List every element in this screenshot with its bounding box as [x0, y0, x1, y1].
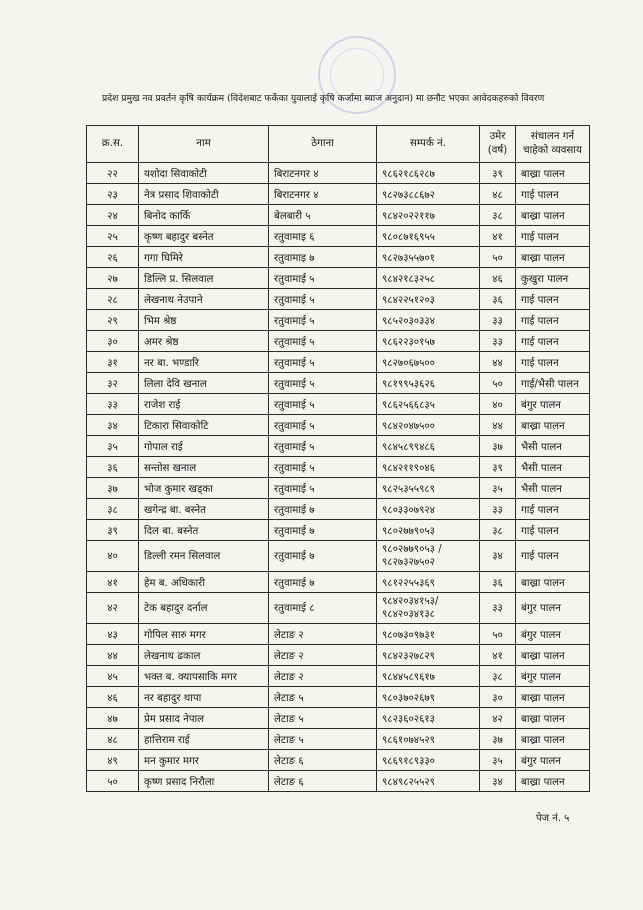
cell-serial-number: २४ — [87, 205, 139, 226]
cell-age: ३९ — [480, 457, 516, 478]
table-row — [87, 331, 590, 352]
cell-business: गाई पालन — [516, 184, 590, 205]
cell-business: बंगुर पालन — [516, 666, 590, 687]
cell-age: ३३ — [480, 331, 516, 352]
cell-age: ४० — [480, 394, 516, 415]
cell-contact: ९८२७०६७५०० — [377, 352, 480, 373]
cell-business: बंगुर पालन — [516, 394, 590, 415]
cell-address: रतुवामाई ५ — [269, 436, 377, 457]
cell-address: रतुवामाई ५ — [269, 478, 377, 499]
cell-name: डिल्ली रमन सिलवाल — [139, 541, 269, 572]
cell-name: अमर श्रेष्ठ — [139, 331, 269, 352]
cell-serial-number: ४८ — [87, 729, 139, 750]
cell-name: प्रेम प्रसाद नेपाल — [139, 708, 269, 729]
cell-name: भोज कुमार खड्का — [139, 478, 269, 499]
cell-address: रतुवामाई ८ — [269, 593, 377, 624]
cell-name: गोपिल सारु मगर — [139, 624, 269, 645]
cell-address: लेटाङ ५ — [269, 708, 377, 729]
cell-serial-number: ३४ — [87, 415, 139, 436]
table-row — [87, 415, 590, 436]
table-header-row — [87, 126, 590, 163]
header-name: नाम — [139, 126, 269, 163]
cell-age: ३८ — [480, 520, 516, 541]
cell-age: ३५ — [480, 750, 516, 771]
cell-business: भैसी पालन — [516, 436, 590, 457]
table-row — [87, 394, 590, 415]
cell-contact: ९८२७३५५७०१ — [377, 247, 480, 268]
cell-contact: ९८२७३८८६७२ — [377, 184, 480, 205]
cell-name: बिनोद कार्कि — [139, 205, 269, 226]
cell-address: रतुवामाई ५ — [269, 331, 377, 352]
cell-business: बाख्रा पालन — [516, 729, 590, 750]
cell-serial-number: २२ — [87, 163, 139, 184]
cell-address: रतुवामाई ५ — [269, 289, 377, 310]
cell-serial-number: ४५ — [87, 666, 139, 687]
cell-name: कृष्ण बहादुर बस्नेत — [139, 226, 269, 247]
cell-name: लिला देवि खनाल — [139, 373, 269, 394]
cell-age: ३४ — [480, 771, 516, 792]
cell-contact: ९८६२५६६८३५ — [377, 394, 480, 415]
cell-name: गोपाल राई — [139, 436, 269, 457]
cell-address: रतुवामाई ७ — [269, 520, 377, 541]
cell-contact: ९८४५८९९४८६ — [377, 436, 480, 457]
cell-age: ५० — [480, 247, 516, 268]
cell-contact: ९८०२७७९०५३ — [377, 520, 480, 541]
cell-contact: ९८०३७०२६७९ — [377, 687, 480, 708]
table-body — [87, 163, 590, 792]
cell-serial-number: ३७ — [87, 478, 139, 499]
cell-age: ३३ — [480, 310, 516, 331]
cell-address: रतुवामाई ५ — [269, 457, 377, 478]
cell-serial-number: ४४ — [87, 645, 139, 666]
cell-contact: ९८६१०७४५२९ — [377, 729, 480, 750]
cell-name: हेम ब. अधिकारी — [139, 572, 269, 593]
cell-business: बंगुर पालन — [516, 593, 590, 624]
cell-contact: ९८४२०४७५०० — [377, 415, 480, 436]
cell-business: गाई पालन — [516, 331, 590, 352]
cell-age: ५० — [480, 373, 516, 394]
cell-business: बाख्रा पालन — [516, 163, 590, 184]
cell-serial-number: ५० — [87, 771, 139, 792]
table-row — [87, 520, 590, 541]
cell-age: ३८ — [480, 205, 516, 226]
cell-serial-number: ४७ — [87, 708, 139, 729]
cell-name: यशोदा सिवाकोटी — [139, 163, 269, 184]
cell-address: लेटाङ ६ — [269, 750, 377, 771]
cell-address: रतुवामाई ५ — [269, 415, 377, 436]
cell-contact: ९८०२७७९०५३ /९८२७३२७५०२ — [377, 541, 480, 572]
cell-name: टेक बहादुर दर्नाल — [139, 593, 269, 624]
cell-name: हात्तिराम राई — [139, 729, 269, 750]
cell-address: बिराटनगर ४ — [269, 163, 377, 184]
table-row — [87, 729, 590, 750]
cell-business: बाख्रा पालन — [516, 771, 590, 792]
cell-serial-number: ३६ — [87, 457, 139, 478]
cell-serial-number: २८ — [87, 289, 139, 310]
cell-contact: ९८४२११९०४६ — [377, 457, 480, 478]
cell-age: ४८ — [480, 184, 516, 205]
cell-business: गाई पालन — [516, 541, 590, 572]
cell-age: ३६ — [480, 289, 516, 310]
cell-name: भक्त ब. क्यापसाकि मगर — [139, 666, 269, 687]
cell-age: ३८ — [480, 666, 516, 687]
table-row — [87, 184, 590, 205]
cell-name: नर बा. भण्डारि — [139, 352, 269, 373]
cell-contact: ९८१२२५५३६९ — [377, 572, 480, 593]
table-row — [87, 645, 590, 666]
cell-name: नर बहादुर थापा — [139, 687, 269, 708]
cell-address: रतुवामाई ७ — [269, 499, 377, 520]
cell-serial-number: ४१ — [87, 572, 139, 593]
cell-name: लेखनाथ नेउपाने — [139, 289, 269, 310]
cell-contact: ९८४९८२५५२९ — [377, 771, 480, 792]
cell-name: राजेश राई — [139, 394, 269, 415]
cell-business: बाख्रा पालन — [516, 645, 590, 666]
table-row — [87, 478, 590, 499]
header-business: संचालन गर्न चाहेको व्यवसाय — [516, 126, 590, 163]
cell-address: रतुवामाइ ६ — [269, 226, 377, 247]
cell-business: बंगुर पालन — [516, 624, 590, 645]
cell-age: ३३ — [480, 499, 516, 520]
cell-serial-number: २३ — [87, 184, 139, 205]
cell-address: बेलबारी ५ — [269, 205, 377, 226]
cell-name: लेखनाथ ढकाल — [139, 645, 269, 666]
cell-address: रतुवामाई ५ — [269, 268, 377, 289]
cell-address: रतुवामाई ५ — [269, 352, 377, 373]
cell-contact: ९८६२२३०१५७ — [377, 331, 480, 352]
cell-age: ३६ — [480, 572, 516, 593]
cell-business: भैसी पालन — [516, 478, 590, 499]
cell-name: कृष्ण प्रसाद निरौला — [139, 771, 269, 792]
table-row — [87, 593, 590, 624]
cell-contact: ९८२५३५५९८९ — [377, 478, 480, 499]
cell-address: रतुवामाई ५ — [269, 394, 377, 415]
cell-contact: ९८४२०३४१५३/ ९८४२०३४१३८ — [377, 593, 480, 624]
cell-business: बंगुर पालन — [516, 750, 590, 771]
cell-age: ४१ — [480, 226, 516, 247]
cell-serial-number: ४२ — [87, 593, 139, 624]
cell-address: बिराटनगर ४ — [269, 184, 377, 205]
table-row — [87, 457, 590, 478]
cell-serial-number: २६ — [87, 247, 139, 268]
cell-serial-number: ४३ — [87, 624, 139, 645]
cell-business: बाख्रा पालन — [516, 247, 590, 268]
cell-serial-number: ३२ — [87, 373, 139, 394]
cell-serial-number: ३९ — [87, 520, 139, 541]
cell-age: ४१ — [480, 645, 516, 666]
header-age: उमेर (वर्ष) — [480, 126, 516, 163]
cell-contact: ९८४२१८३२५८ — [377, 268, 480, 289]
table-row — [87, 499, 590, 520]
cell-business: बाख्रा पालन — [516, 205, 590, 226]
cell-business: गाई पालन — [516, 520, 590, 541]
cell-age: ३४ — [480, 541, 516, 572]
cell-age: ४६ — [480, 268, 516, 289]
cell-age: ३० — [480, 687, 516, 708]
table-row — [87, 666, 590, 687]
table-row — [87, 226, 590, 247]
table-row — [87, 541, 590, 572]
cell-name: भिम श्रेष्ठ — [139, 310, 269, 331]
cell-address: लेटाङ ५ — [269, 687, 377, 708]
cell-serial-number: ४० — [87, 541, 139, 572]
cell-name: गगा घिमिरे — [139, 247, 269, 268]
table-row — [87, 163, 590, 184]
cell-name: दिल बा. बस्नेत — [139, 520, 269, 541]
cell-address: रतुवामाई ७ — [269, 572, 377, 593]
cell-business: कुखुरा पालन — [516, 268, 590, 289]
cell-contact: ९८१९९५३६२६ — [377, 373, 480, 394]
table-row — [87, 436, 590, 457]
table-row — [87, 310, 590, 331]
header-address: ठेगाना — [269, 126, 377, 163]
cell-address: लेटाङ २ — [269, 645, 377, 666]
cell-business: बाख्रा पालन — [516, 572, 590, 593]
cell-age: ३३ — [480, 593, 516, 624]
cell-address: रतुवामाई ७ — [269, 541, 377, 572]
cell-age: ४२ — [480, 708, 516, 729]
cell-serial-number: २५ — [87, 226, 139, 247]
cell-age: ३९ — [480, 163, 516, 184]
cell-business: गाई पालन — [516, 289, 590, 310]
cell-business: गाई पालन — [516, 226, 590, 247]
table-row — [87, 289, 590, 310]
table-row — [87, 708, 590, 729]
cell-contact: ९८६९१८९३३० — [377, 750, 480, 771]
cell-age: ३७ — [480, 729, 516, 750]
cell-business: बाख्रा पालन — [516, 708, 590, 729]
cell-business: बाख्रा पालन — [516, 687, 590, 708]
cell-business: गाई पालन — [516, 310, 590, 331]
cell-address: लेटाङ ५ — [269, 729, 377, 750]
cell-age: ४४ — [480, 352, 516, 373]
cell-name: टिकारा सिवाकोटि — [139, 415, 269, 436]
cell-age: ३७ — [480, 436, 516, 457]
cell-name: सन्तोस खनाल — [139, 457, 269, 478]
table-row — [87, 687, 590, 708]
cell-age: ५० — [480, 624, 516, 645]
table-row — [87, 750, 590, 771]
cell-contact: ९८४४५८९६१७ — [377, 666, 480, 687]
cell-serial-number: ३५ — [87, 436, 139, 457]
cell-contact: ९८४२२५१२०३ — [377, 289, 480, 310]
cell-contact: ९८०३३०७९२४ — [377, 499, 480, 520]
applicants-table — [86, 125, 590, 792]
cell-contact: ९८५२०३०३३४ — [377, 310, 480, 331]
cell-serial-number: २७ — [87, 268, 139, 289]
header-serial-number: क्र.स. — [87, 126, 139, 163]
cell-serial-number: ३० — [87, 331, 139, 352]
cell-contact: ९८४२३२७८२९ — [377, 645, 480, 666]
cell-contact: ९८०८७१६९५५ — [377, 226, 480, 247]
cell-name: मन कुमार मगर — [139, 750, 269, 771]
page-number: पेज नं. ५ — [536, 813, 570, 824]
table-row — [87, 247, 590, 268]
cell-address: लेटाङ २ — [269, 624, 377, 645]
header-contact: सम्पर्क नं. — [377, 126, 480, 163]
cell-contact: ९८६२१८६२८७ — [377, 163, 480, 184]
cell-business: बाख्रा पालन — [516, 415, 590, 436]
cell-age: ४४ — [480, 415, 516, 436]
cell-age: ३५ — [480, 478, 516, 499]
cell-serial-number: ४९ — [87, 750, 139, 771]
cell-contact: ९८०७३०९७३१ — [377, 624, 480, 645]
cell-address: लेटाङ २ — [269, 666, 377, 687]
cell-name: डिल्लि प्र. सिलवाल — [139, 268, 269, 289]
cell-serial-number: २९ — [87, 310, 139, 331]
cell-contact: ९८२३६०२६१३ — [377, 708, 480, 729]
cell-serial-number: ३८ — [87, 499, 139, 520]
cell-address: रतुवामाई ५ — [269, 310, 377, 331]
table-row — [87, 268, 590, 289]
cell-business: गाई पालन — [516, 499, 590, 520]
table-row — [87, 572, 590, 593]
table-row — [87, 771, 590, 792]
cell-business: गाई/भैसी पालन — [516, 373, 590, 394]
cell-serial-number: ३३ — [87, 394, 139, 415]
cell-address: लेटाङ ६ — [269, 771, 377, 792]
cell-serial-number: ४६ — [87, 687, 139, 708]
table-row — [87, 373, 590, 394]
document-heading: प्रदेश प्रमुख नव प्रवर्तन कृषि कार्यक्रम (विदेशबाट फर्केका युवालाई कृषि कर्जामा ब्याज अनुदान) मा छनौट भएका आवेदकहरुको विवरण — [102, 93, 545, 104]
cell-contact: ९८४२०२२११७ — [377, 205, 480, 226]
cell-business: भैसी पालन — [516, 457, 590, 478]
cell-name: खगेन्द्र बा. बस्नेत — [139, 499, 269, 520]
table-row — [87, 205, 590, 226]
cell-address: रतुवामाइ ७ — [269, 247, 377, 268]
cell-business: गाई पालन — [516, 352, 590, 373]
table-row — [87, 624, 590, 645]
cell-name: नेत्र प्रसाद शिवाकोटी — [139, 184, 269, 205]
table-row — [87, 352, 590, 373]
cell-serial-number: ३१ — [87, 352, 139, 373]
cell-address: रतुवामाई ५ — [269, 373, 377, 394]
